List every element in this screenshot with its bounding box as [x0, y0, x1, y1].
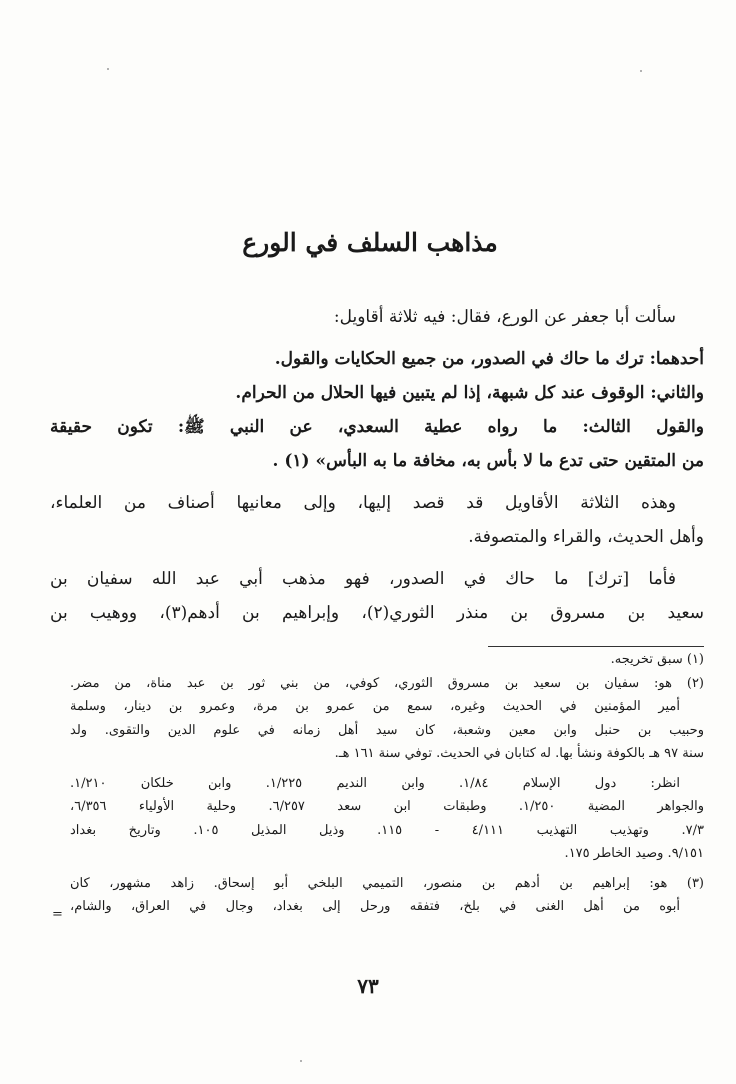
body-line-3: والثاني: الوقوف عند كل شبهة، إذا لم يتبين فيها الحلال من الحرام.	[235, 383, 704, 403]
footnote-2-line-8: ٩/١٥١. وصيد الخاطر ١٧٥.	[564, 846, 704, 861]
footnotes	[70, 648, 704, 919]
scan-speck	[640, 70, 642, 72]
page-number: ٧٣	[357, 974, 379, 998]
continuation-mark: =	[52, 907, 63, 922]
footnote-2-line-1: (٢) هو: سفيان بن سعيد بن مسروق الثوري، كوفي، من بني ثور بن عبد مناة، من مضر.	[70, 675, 704, 691]
body-line-8: فأما [ترك] ما حاك في الصدور، فهو مذهب أبي عبد الله سفيان بن	[50, 569, 676, 589]
footnote-2-line-3: وحبيب بن حنبل وابن معين وشعبة، كان سيد أهل زمانه في علوم الدين والتقوى. ولد	[70, 722, 704, 738]
body-line-4: والقول الثالث: ما رواه عطية السعدي، عن النبي ﷺ: تكون حقيقة	[50, 417, 704, 437]
body-line-2: أحدهما: ترك ما حاك في الصدور، من جميع الحكايات والقول.	[274, 349, 704, 369]
footnote-2-line-6: والجواهر المضية ١/٢٥٠. وطبقات ابن سعد ٦/٢٥٧. وحلية الأولياء ٦/٣٥٦،	[70, 799, 704, 814]
footnote-separator	[488, 646, 704, 647]
body-line-6: وهذه الثلاثة الأقاويل قد قصد إليها، وإلى معانيها أصناف من العلماء،	[50, 493, 677, 513]
footnote-1: (١) سبق تخريجه.	[610, 652, 704, 667]
footnote-3-line-1: (٣) هو: إبراهيم بن أدهم بن منصور، التميمي البلخي أبو إسحاق. زاهد مشهور، كان	[70, 875, 704, 891]
footnote-2-line-4: سنة ٩٧ هـ بالكوفة ونشأ بها. له كتابان في الحديث. توفي سنة ١٦١ هـ.	[334, 746, 704, 761]
footnote-2-line-2: أمير المؤمنين في الحديث وغيره، سمع من عمرو بن مرة، وعمرو بن دينار، وسلمة	[70, 699, 680, 714]
body-line-7: وأهل الحديث، والقراء والمتصوفة.	[468, 527, 704, 547]
chapter-title: مذاهب السلف في الورع	[242, 228, 498, 257]
footnote-2-line-5: انظر: دول الإسلام ١/٨٤. وابن النديم ١/٢٢٥. وابن خلكان ١/٢١٠.	[70, 775, 680, 791]
scan-speck	[107, 68, 109, 70]
scan-speck	[300, 1060, 302, 1062]
main-text	[50, 300, 704, 630]
footnote-2-line-7: ٧/٣. وتهذيب التهذيب ٤/١١١ - ١١٥. وذيل المذيل ١٠٥. وتاريخ بغداد	[70, 822, 704, 838]
body-line-1: سألت أبا جعفر عن الورع، فقال: فيه ثلاثة أقاويل:	[333, 307, 676, 327]
body-line-5: من المتقين حتى تدع ما لا بأس به، مخافة ما به البأس» (١) .	[272, 451, 704, 471]
footnote-3-line-2: أبوه من أهل الغنى في بلخ، فتفقه ورحل إلى بغداد، وجال في العراق، والشام،	[70, 899, 680, 914]
body-line-9: سعيد بن مسروق بن منذر الثوري(٢)، وإبراهيم بن أدهم(٣)، ووهيب بن	[50, 603, 705, 623]
